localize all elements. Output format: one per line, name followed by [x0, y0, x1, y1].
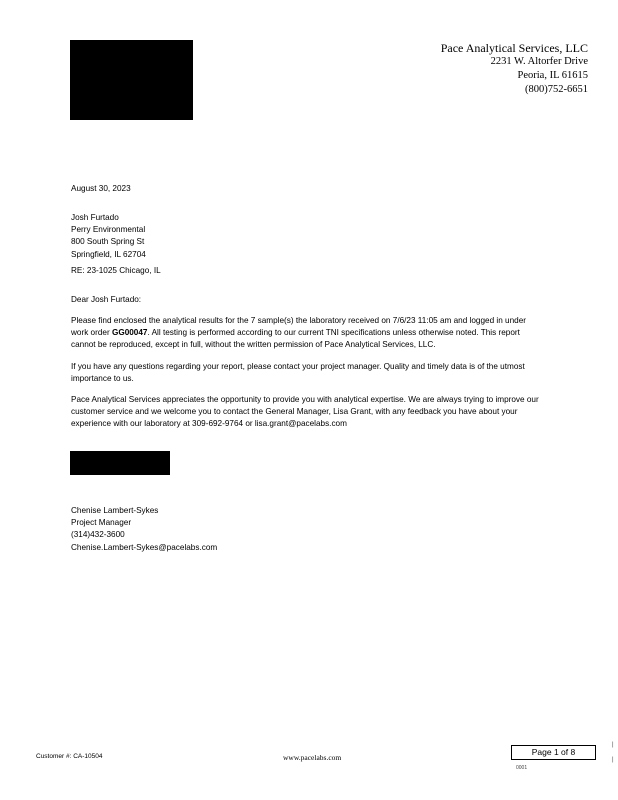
signer-phone: (314)432-3600 [71, 530, 125, 540]
paragraph-appreciation: Pace Analytical Services appreciates the opportunity to provide you with analytical expertise. We are always trying to improve our customer service and we welcome you to contact the General Manager, Lisa Grant, with any feedback you have about your experience with our laboratory at 309-692-9764 or lisa.grant@pacelabs.com [71, 395, 539, 429]
redacted-logo [70, 40, 193, 120]
page-indicator: Page 1 of 8 [511, 745, 596, 760]
salutation: Dear Josh Furtado: [71, 295, 142, 304]
signer-name: Chenise Lambert-Sykes [71, 506, 159, 515]
work-order-number: GG00047 [111, 328, 148, 338]
para1-text-start: Please find enclosed the analytical results for the 7 sample(s) the laboratory received on 7/6/23 11:05 am and logged in under work order [71, 316, 526, 338]
customer-number: Customer #: CA-10504 [36, 753, 103, 760]
company-street: 2231 W. Altorfer Drive [490, 56, 588, 67]
footer-website: www.pacelabs.com [283, 753, 342, 762]
signer-block [71, 505, 217, 554]
margin-mark: | [612, 757, 614, 763]
page-code: 0001 [516, 765, 528, 771]
re-line: RE: 23-1025 Chicago, IL [71, 266, 161, 275]
recipient-name: Josh Furtado [71, 213, 119, 222]
signer-email: Chenise.Lambert-Sykes@pacelabs.com [71, 542, 218, 552]
company-phone: (800)752-6651 [525, 84, 588, 95]
company-header [441, 41, 588, 97]
paragraph-questions: If you have any questions regarding your report, please contact your project manager. Quality and timely data is of the utmost importance to us. [71, 362, 525, 384]
company-city: Peoria, IL 61615 [517, 70, 588, 81]
margin-mark: | [612, 742, 614, 748]
signer-title: Project Manager [71, 518, 132, 528]
recipient-company: Perry Environmental [71, 225, 146, 235]
letter-date: August 30, 2023 [71, 184, 131, 193]
para1-text-end: . All testing is performed according to our current TNI specifications unless otherwise noted. This report cannot be reproduced, except in full, without the written permission of Pace Analytical Services, LLC. [71, 328, 520, 350]
redacted-signature [70, 451, 170, 475]
recipient-city: Springfield, IL 62704 [71, 249, 146, 259]
recipient-street: 800 South Spring St [71, 237, 145, 247]
company-name: Pace Analytical Services, LLC [440, 41, 588, 55]
recipient-address [71, 212, 146, 261]
paragraph-results [71, 315, 541, 352]
